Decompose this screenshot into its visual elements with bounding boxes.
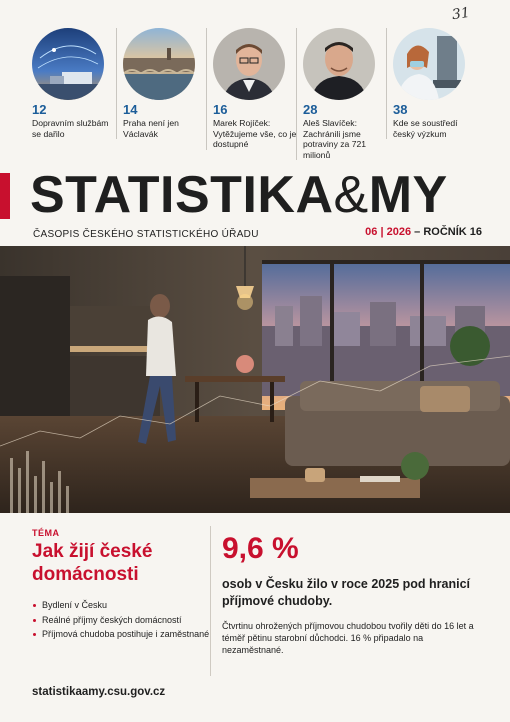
magazine-subtitle: ČASOPIS ČESKÉHO STATISTICKÉHO ÚŘADU bbox=[33, 229, 259, 240]
teaser-text: Praha není jen Václavák bbox=[123, 118, 179, 139]
teaser-page-number: 38 bbox=[393, 102, 408, 117]
teaser-research[interactable] bbox=[386, 28, 477, 139]
issue-number: 06 bbox=[365, 226, 378, 238]
issue-year: 2026 bbox=[386, 226, 412, 238]
teaser-page-number: 14 bbox=[123, 102, 138, 117]
teaser-thumb-rojicek-portrait bbox=[213, 28, 285, 100]
statistic-lead-text: osob v Česku žilo v roce 2025 pod hranicí příjmové chudoby. bbox=[222, 577, 470, 608]
teaser-rojicek[interactable] bbox=[206, 28, 297, 150]
theme-bullet: Reálné příjmy českých domácností bbox=[32, 615, 212, 627]
masthead-accent-bar bbox=[0, 173, 10, 219]
teaser-thumb-prague bbox=[123, 28, 195, 100]
theme-bullet-list bbox=[32, 600, 212, 644]
issue-volume: – ROČNÍK 16 bbox=[414, 226, 482, 238]
teaser-page-number: 28 bbox=[303, 102, 318, 117]
teaser-text: Dopravním službám se dařilo bbox=[32, 118, 109, 139]
teaser-text: Marek Rojíček: Vytěžujeme vše, co je dostupné bbox=[213, 118, 297, 150]
teaser-row bbox=[26, 28, 496, 158]
magazine-title bbox=[30, 164, 448, 226]
issue-separator: | bbox=[380, 226, 384, 238]
statistic-body-text: Čtvrtinu ohrožených příjmovou chudobou tvořily děti do 16 let a téměř pětinu starobní důchodci. 16 % připadalo na nezaměstnané. bbox=[222, 621, 474, 655]
handwritten-page-number: 31 bbox=[450, 4, 471, 24]
teaser-thumb-lab-research bbox=[393, 28, 465, 100]
teaser-thumb-transport bbox=[32, 28, 104, 100]
teaser-text: Aleš Slavíček: Zachránili jsme potraviny za 721 milionů bbox=[303, 118, 367, 160]
section-divider bbox=[210, 526, 211, 676]
teaser-thumb-slavicek-portrait bbox=[303, 28, 375, 100]
theme-title[interactable]: Jak žijí české domácnosti bbox=[32, 541, 153, 585]
issue-info bbox=[365, 226, 482, 238]
theme-bullet: Příjmová chudoba postihuje i zaměstnané bbox=[32, 629, 212, 641]
teaser-slavicek[interactable] bbox=[296, 28, 387, 160]
theme-bullet: Bydlení v Česku bbox=[32, 600, 212, 612]
teaser-text: Kde se soustředí český výzkum bbox=[393, 118, 458, 139]
teaser-page-number: 12 bbox=[32, 102, 47, 117]
title-part-statistika: STATISTIKA bbox=[30, 166, 334, 224]
title-part-my: MY bbox=[368, 166, 448, 224]
theme-label: TÉMA bbox=[32, 528, 60, 538]
teaser-page-number: 16 bbox=[213, 102, 228, 117]
title-ampersand: & bbox=[333, 166, 369, 224]
teaser-transport[interactable] bbox=[26, 28, 116, 139]
cover-photo-living-room bbox=[0, 246, 510, 513]
website-link[interactable]: statistikaamy.csu.gov.cz bbox=[32, 686, 166, 698]
teaser-prague[interactable] bbox=[116, 28, 207, 139]
headline-statistic: 9,6 % bbox=[222, 532, 299, 565]
